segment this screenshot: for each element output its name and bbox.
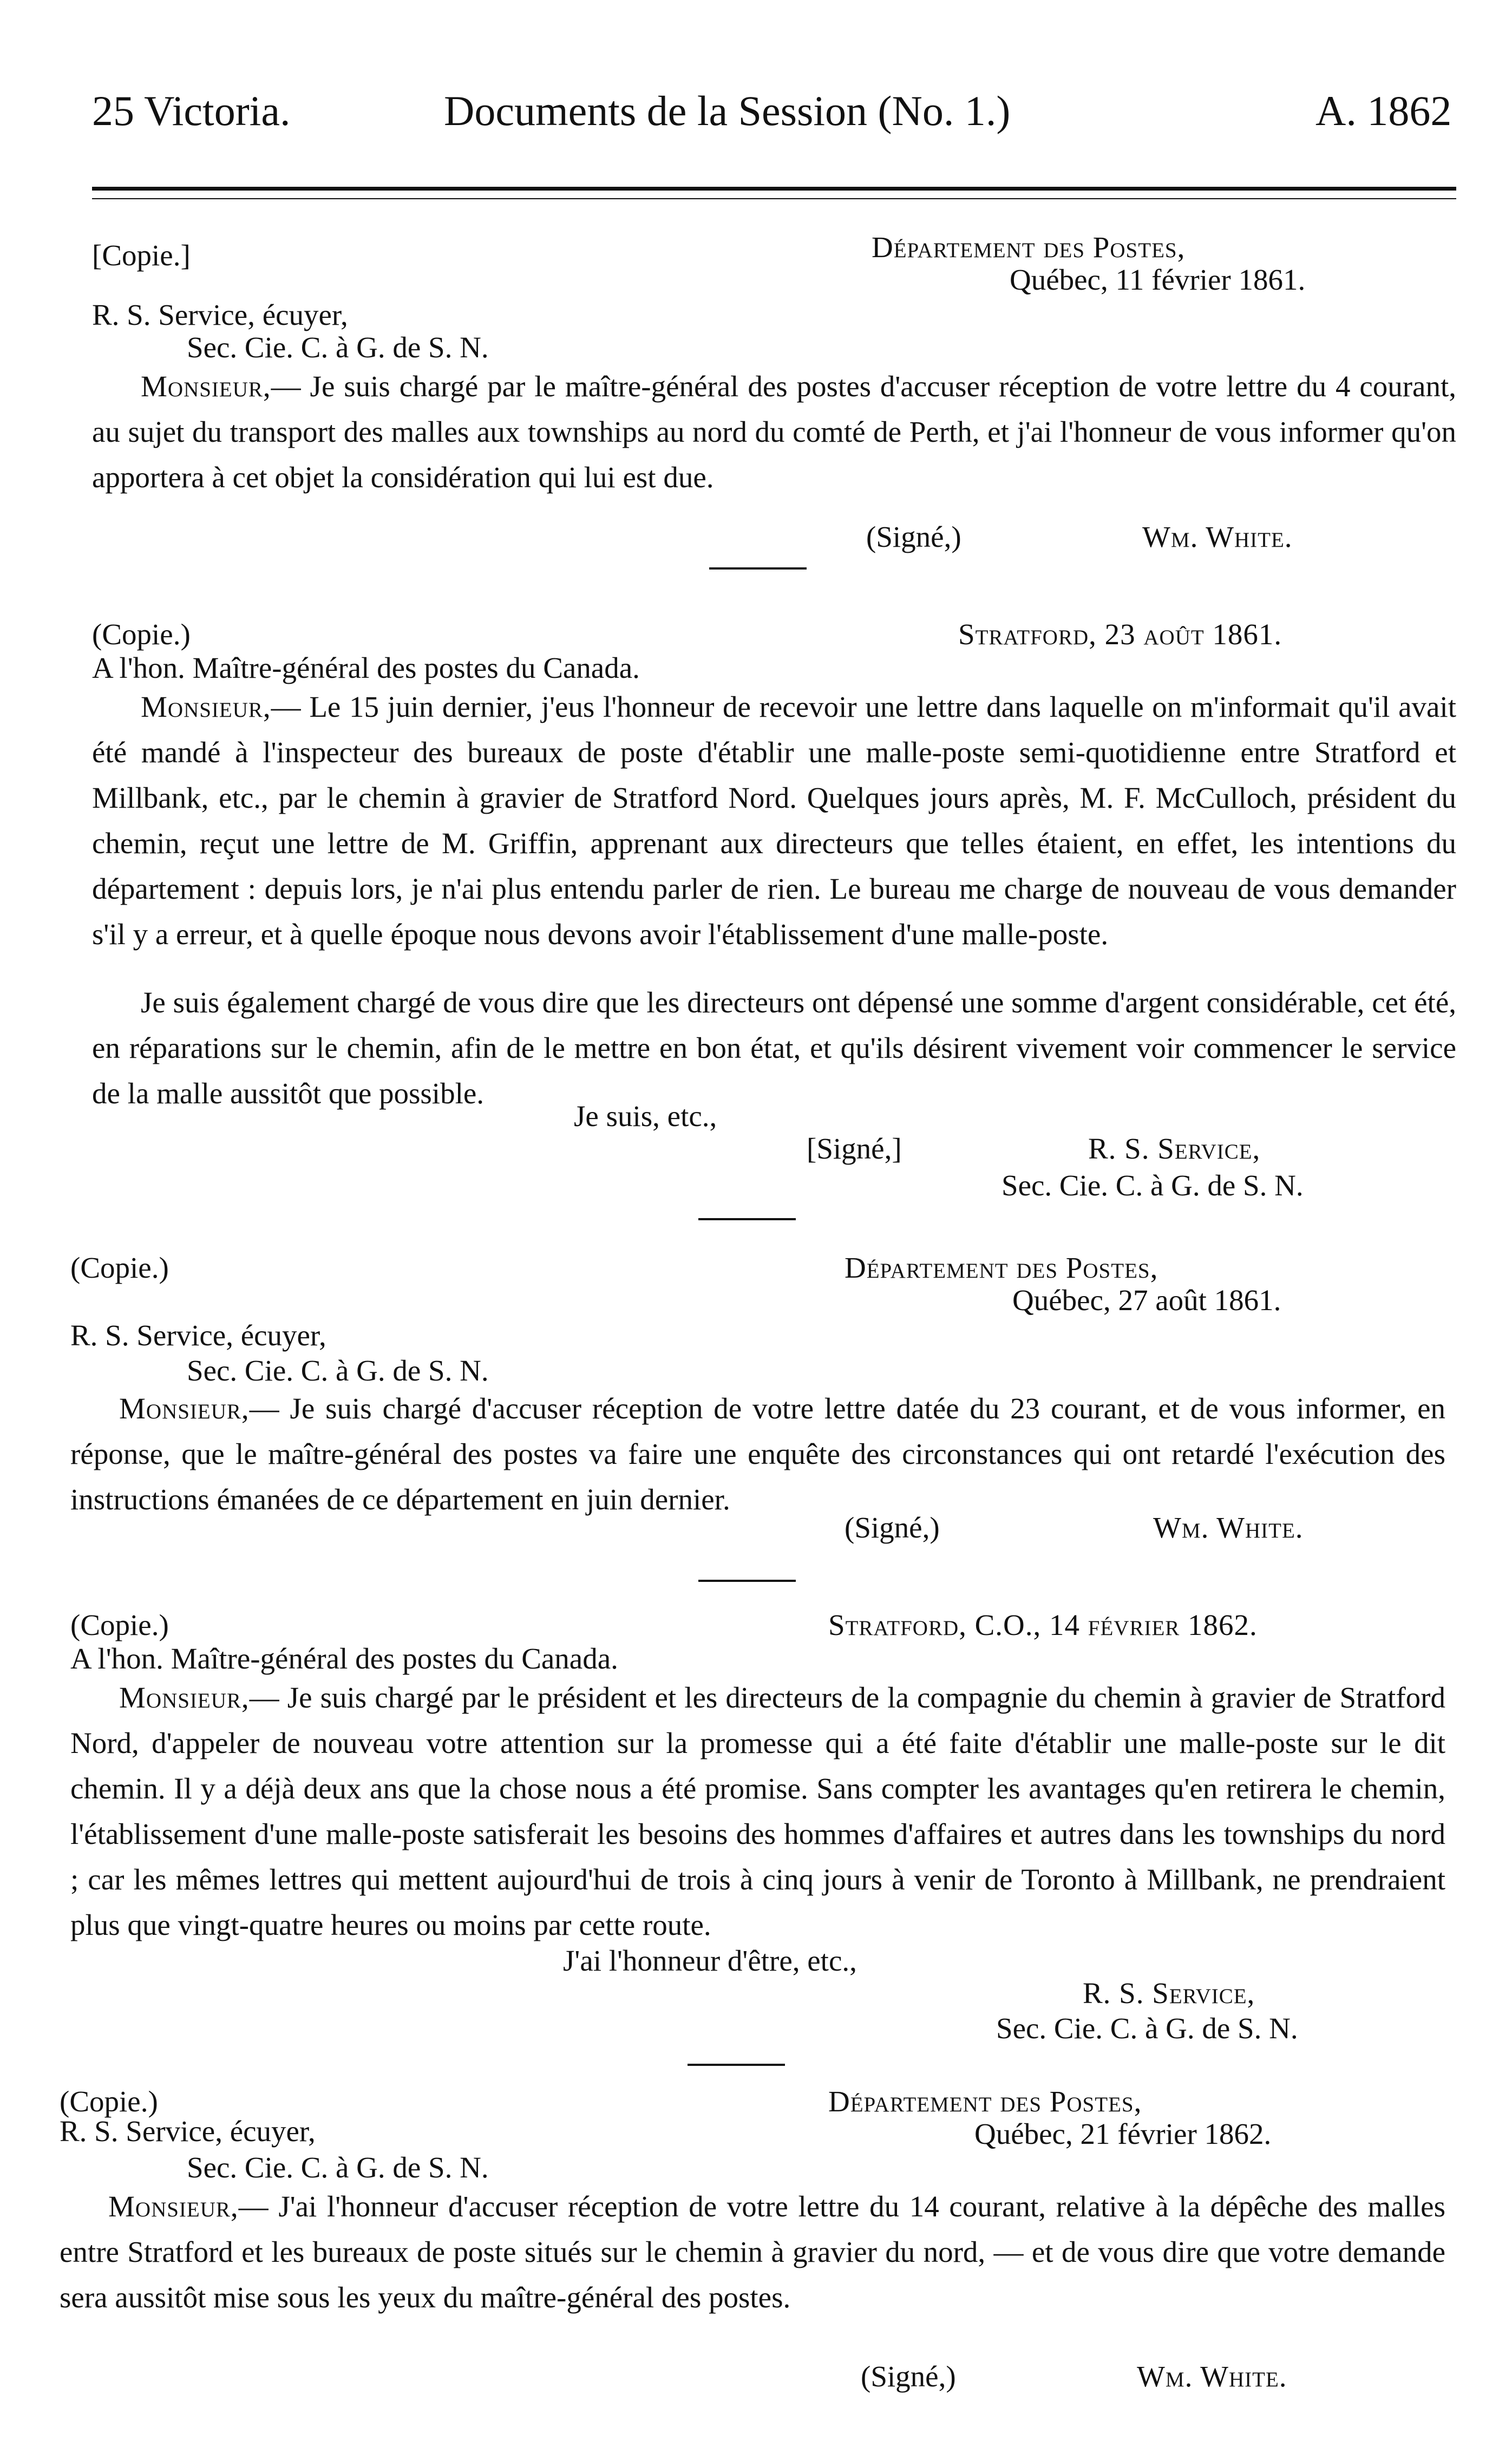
letter4-copy-label: (Copie.) bbox=[70, 1608, 169, 1641]
letter1-body: Monsieur,— Je suis chargé par le maître-général des postes d'accuser réception de votre lettre du 4 courant, au sujet du transport des malles aux townships au nord du comté de Perth, et j'ai l'honneur de vous informer qu'on apportera à cet objet la considération qui lui est due. bbox=[92, 370, 1456, 494]
letter2-body-2: Je suis également chargé de vous dire que les directeurs ont dépensé une somme d'argent considérable, cet été, en réparations sur le chemin, afin de le mettre en bon état, et qu'ils désirent vivement voir commencer le service de la malle aussitôt que possible. bbox=[92, 986, 1456, 1110]
letter1-place: Département des Postes, bbox=[872, 231, 1186, 264]
letter2-closing: Je suis, etc., bbox=[574, 1100, 717, 1133]
letter1-addressee-title: Sec. Cie. C. à G. de S. N. bbox=[187, 331, 489, 364]
letter2-copy-label: (Copie.) bbox=[92, 618, 191, 651]
separator-rule bbox=[709, 567, 807, 570]
separator-rule bbox=[698, 1580, 796, 1582]
letter3-signatory: Wm. White. bbox=[1153, 1511, 1304, 1544]
letter3-salutation: Monsieur, bbox=[119, 1392, 250, 1425]
letter2-signatory-title: Sec. Cie. C. à G. de S. N. bbox=[1002, 1169, 1304, 1202]
letter5-signatory: Wm. White. bbox=[1137, 2360, 1287, 2393]
letter5-copy-label: (Copie.) bbox=[60, 2085, 158, 2118]
header-title: Documents de la Session (No. 1.) bbox=[444, 87, 1011, 134]
separator-rule bbox=[698, 1218, 796, 1220]
letter5-addressee: R. S. Service, écuyer, bbox=[60, 2115, 316, 2148]
letter3-addressee: R. S. Service, écuyer, bbox=[70, 1319, 326, 1352]
letter2-signatory: R. S. Service, bbox=[1088, 1132, 1261, 1165]
letter3-place: Département des Postes, bbox=[845, 1251, 1158, 1284]
letter1-copy-label: [Copie.] bbox=[92, 239, 191, 272]
separator-rule bbox=[688, 2064, 785, 2066]
letter5-body: Monsieur,— J'ai l'honneur d'accuser réception de votre lettre du 14 courant, relative à la dépêche des malles entre Stratford et les bureaux de poste situés sur le chemin à gravier du nord, — et de vous dire que votre demande sera aussitôt mise sous les yeux du maître-général des postes. bbox=[60, 2190, 1445, 2314]
letter4-signatory-title: Sec. Cie. C. à G. de S. N. bbox=[996, 2012, 1298, 2045]
letter5-addressee-title: Sec. Cie. C. à G. de S. N. bbox=[187, 2151, 489, 2184]
header-rule bbox=[92, 187, 1456, 199]
letter1-signatory: Wm. White. bbox=[1142, 520, 1293, 553]
letter3-date: Québec, 27 août 1861. bbox=[1012, 1284, 1281, 1317]
header-session-year: 25 Victoria. bbox=[92, 87, 291, 134]
letter3-addressee-title: Sec. Cie. C. à G. de S. N. bbox=[187, 1354, 489, 1387]
letter3-signed: (Signé,) bbox=[845, 1511, 940, 1544]
letter1-salutation: Monsieur, bbox=[141, 370, 271, 403]
letter4-salutation: Monsieur, bbox=[119, 1681, 250, 1714]
letter3-copy-label: (Copie.) bbox=[70, 1251, 169, 1284]
letter4-closing: J'ai l'honneur d'être, etc., bbox=[563, 1944, 857, 1977]
letter5-place: Département des Postes, bbox=[828, 2085, 1142, 2118]
letter2-body: Monsieur,— Le 15 juin dernier, j'eus l'honneur de recevoir une lettre dans laquelle on m'informait qu'il avait été mandé à l'inspecteur des bureaux de poste d'établir une malle-poste semi-quotidienne entre Stratford et Millbank, etc., par le chemin à gravier de Stratford Nord. Quelques jours après, M. F. McCulloch, président du chemin, reçut une lettre de M. Griffin, apprenant aux directeurs que telles étaient, en effet, les intentions du département : depuis lors, je n'ai plus entendu parler de rien. Le bureau me charge de nouveau de vous demander s'il y a erreur, et à quelle époque nous devons avoir l'établissement d'une malle-poste. bbox=[92, 690, 1456, 951]
letter2-salutation: Monsieur, bbox=[141, 690, 271, 723]
letter2-place-date: Stratford, 23 août 1861. bbox=[958, 618, 1282, 651]
letter1-addressee: R. S. Service, écuyer, bbox=[92, 298, 348, 331]
letter4-place-date: Stratford, C.O., 14 février 1862. bbox=[828, 1608, 1258, 1641]
letter3-body: Monsieur,— Je suis chargé d'accuser réception de votre lettre datée du 23 courant, et de vous informer, en réponse, que le maître-général des postes va faire une enquête des circonstances qui ont retardé l'exécution des instructions émanées de ce département en juin dernier. bbox=[70, 1392, 1445, 1516]
letter1-signed: (Signé,) bbox=[866, 520, 961, 553]
letter4-recipient: A l'hon. Maître-général des postes du Canada. bbox=[70, 1642, 618, 1675]
letter1-date: Québec, 11 février 1861. bbox=[1010, 263, 1306, 296]
letter4-body: Monsieur,— Je suis chargé par le président et les directeurs de la compagnie du chemin à gravier de Stratford Nord, d'appeler de nouveau votre attention sur la promesse qui a été faite d'établir une malle-poste sur le dit chemin. Il y a déjà deux ans que la chose nous a été promise. Sans compter les avantages qu'en retirera le chemin, l'établissement d'une malle-poste satisferait les besoins des hommes d'affaires et autres dans les townships du nord ; car les mêmes lettres qui mettent aujourd'hui de trois à cinq jours à venir de Toronto à Millbank, ne prendraient plus que vingt-quatre heures ou moins par cette route. bbox=[70, 1681, 1445, 1941]
letter5-date: Québec, 21 février 1862. bbox=[974, 2117, 1272, 2150]
letter5-signed: (Signé,) bbox=[861, 2360, 956, 2393]
letter2-recipient: A l'hon. Maître-général des postes du Canada. bbox=[92, 651, 640, 684]
letter4-signatory: R. S. Service, bbox=[1083, 1977, 1255, 2010]
header-series: A. 1862 bbox=[1315, 87, 1452, 134]
letter2-signed: [Signé,] bbox=[807, 1132, 902, 1165]
letter5-salutation: Monsieur, bbox=[108, 2190, 239, 2223]
